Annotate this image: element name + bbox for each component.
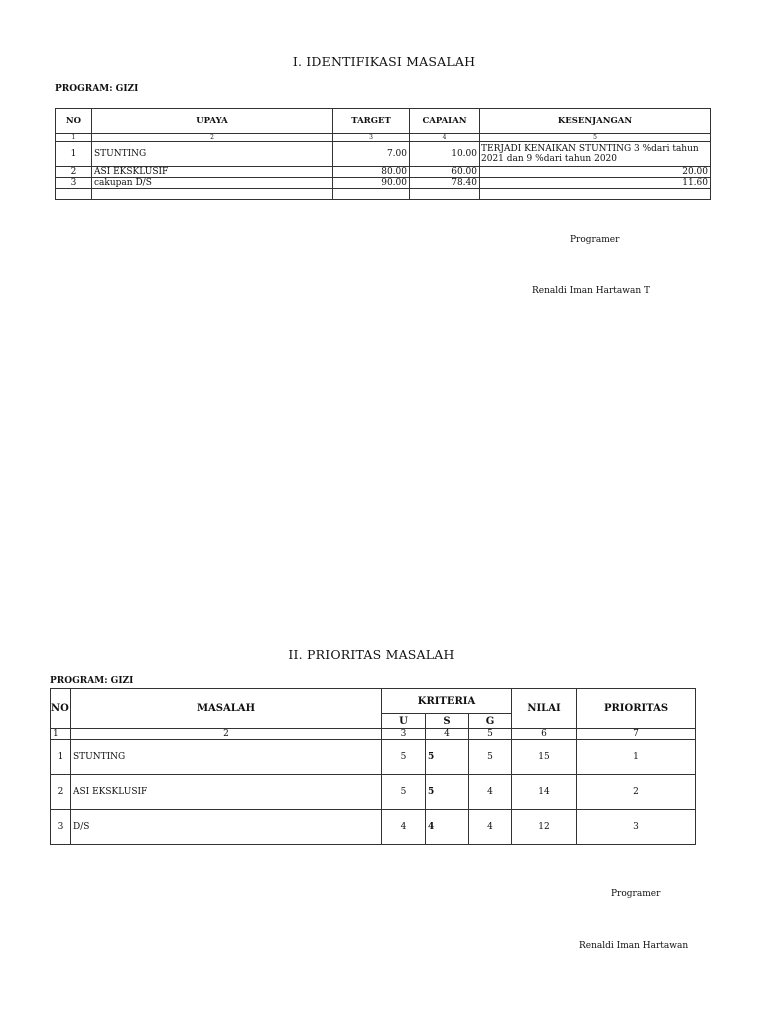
index-cell: 2 [71, 729, 382, 740]
index-cell: 5 [469, 729, 512, 740]
row-masalah: STUNTING [71, 740, 382, 775]
header-target: TARGET [333, 109, 410, 134]
row-target: 80.00 [333, 167, 410, 178]
header-capaian: CAPAIAN [410, 109, 480, 134]
row-s: 4 [426, 810, 469, 845]
row-target: 7.00 [333, 142, 410, 167]
row-masalah: D/S [71, 810, 382, 845]
index-cell: 6 [512, 729, 577, 740]
row-u: 5 [382, 740, 426, 775]
index-cell: 2 [92, 134, 333, 142]
row-prioritas: 2 [577, 775, 696, 810]
row-upaya: ASI EKSKLUSIF [92, 167, 333, 178]
header-kesenjangan: KESENJANGAN [480, 109, 711, 134]
row-upaya: STUNTING [92, 142, 333, 167]
index-cell: 4 [410, 134, 480, 142]
row-no: 3 [51, 810, 71, 845]
row-no: 2 [56, 167, 92, 178]
row-no: 2 [51, 775, 71, 810]
table-header-row [51, 689, 696, 714]
table-row [51, 775, 696, 810]
row-capaian: 78.40 [410, 178, 480, 189]
section1-sign-role: Programer [570, 235, 620, 245]
row-upaya: cakupan D/S [92, 178, 333, 189]
index-row [56, 134, 711, 142]
table-row [56, 142, 711, 167]
index-row [51, 729, 696, 740]
section2-sign-name: Renaldi Iman Hartawan [579, 941, 689, 951]
row-prioritas: 3 [577, 810, 696, 845]
row-s: 5 [426, 775, 469, 810]
header-kriteria: KRITERIA [382, 689, 512, 714]
row-nilai: 15 [512, 740, 577, 775]
row-capaian: 10.00 [410, 142, 480, 167]
index-cell: 3 [333, 134, 410, 142]
row-g: 4 [469, 810, 512, 845]
row-kesenjangan: TERJADI KENAIKAN STUNTING 3 %dari tahun 2021 dan 9 %dari tahun 2020 [480, 142, 711, 167]
empty-cell [480, 189, 711, 200]
empty-cell [56, 189, 92, 200]
section1-sign-name: Renaldi Iman Hartawan T [532, 286, 650, 296]
header-nilai: NILAI [512, 689, 577, 729]
section2-sign-role: Programer [611, 889, 661, 899]
row-masalah: ASI EKSKLUSIF [71, 775, 382, 810]
header-u: U [382, 714, 426, 729]
row-kesenjangan: 11.60 [480, 178, 711, 189]
row-capaian: 60.00 [410, 167, 480, 178]
table-header-row [56, 109, 711, 134]
section1-program-label: PROGRAM: GIZI [55, 84, 139, 94]
row-no: 1 [56, 142, 92, 167]
header-upaya: UPAYA [92, 109, 333, 134]
index-cell: 1 [51, 729, 71, 740]
index-cell: 4 [426, 729, 469, 740]
empty-cell [333, 189, 410, 200]
table-row [51, 810, 696, 845]
section2-title: II. PRIORITAS MASALAH [288, 647, 455, 662]
header-prioritas: PRIORITAS [577, 689, 696, 729]
prioritas-table [50, 688, 696, 845]
index-cell: 7 [577, 729, 696, 740]
header-g: G [469, 714, 512, 729]
table-row [56, 178, 711, 189]
section2-program-label: PROGRAM: GIZI [50, 676, 134, 686]
header-s: S [426, 714, 469, 729]
empty-cell [410, 189, 480, 200]
header-no: NO [51, 689, 71, 729]
row-s: 5 [426, 740, 469, 775]
row-nilai: 14 [512, 775, 577, 810]
row-target: 90.00 [333, 178, 410, 189]
header-masalah: MASALAH [71, 689, 382, 729]
table-row [51, 740, 696, 775]
row-u: 5 [382, 775, 426, 810]
row-u: 4 [382, 810, 426, 845]
row-no: 3 [56, 178, 92, 189]
empty-cell [92, 189, 333, 200]
row-g: 4 [469, 775, 512, 810]
index-cell: 1 [56, 134, 92, 142]
row-prioritas: 1 [577, 740, 696, 775]
row-no: 1 [51, 740, 71, 775]
index-cell: 3 [382, 729, 426, 740]
identifikasi-table [55, 108, 711, 200]
empty-row [56, 189, 711, 200]
section1-title: I. IDENTIFIKASI MASALAH [292, 54, 476, 69]
row-g: 5 [469, 740, 512, 775]
row-kesenjangan: 20.00 [480, 167, 711, 178]
table-row [56, 167, 711, 178]
index-cell: 5 [480, 134, 711, 142]
header-no: NO [56, 109, 92, 134]
row-nilai: 12 [512, 810, 577, 845]
